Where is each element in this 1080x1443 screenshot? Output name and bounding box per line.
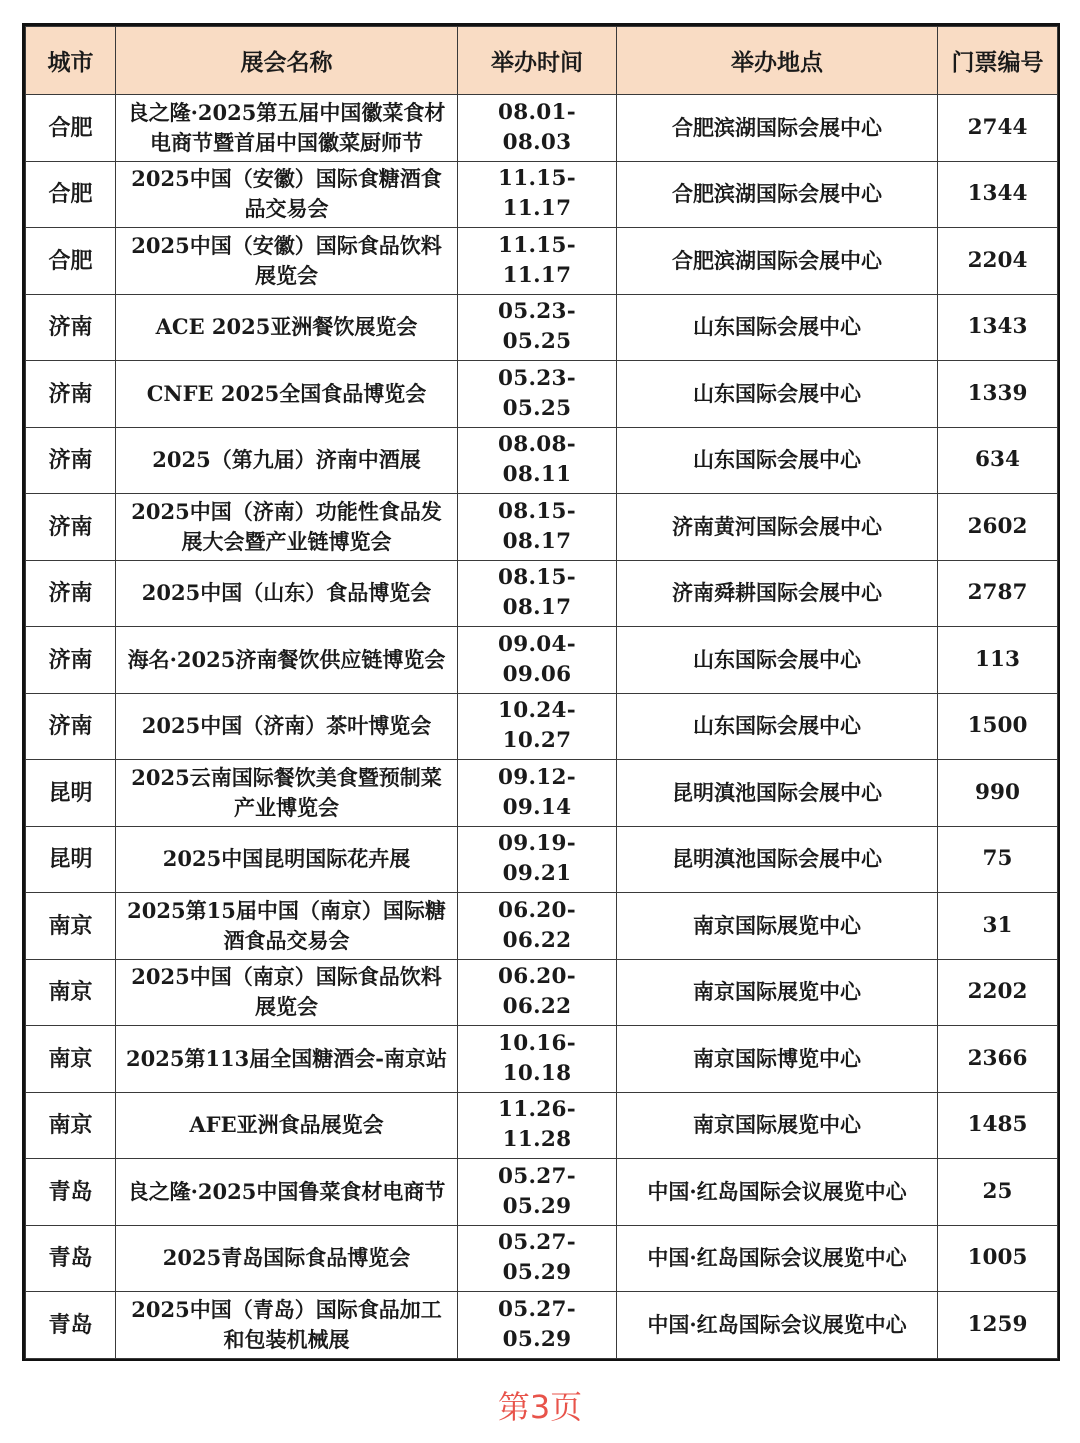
cell-ticket-number: 25 [938,1159,1058,1226]
cell-city: 济南 [26,427,116,494]
cell-ticket-number: 113 [938,627,1058,694]
cell-city: 济南 [26,627,116,694]
cell-city: 济南 [26,361,116,428]
exhibition-table-container [22,23,1060,1361]
table-row [26,959,1058,1026]
cell-exhibition-name: ACE 2025亚洲餐饮展览会 [116,294,458,361]
cell-venue: 南京国际展览中心 [617,959,938,1026]
cell-time: 05.23-05.25 [458,361,617,428]
cell-venue: 合肥滨湖国际会展中心 [617,95,938,162]
cell-exhibition-name: 2025中国（山东）食品博览会 [116,560,458,627]
cell-time: 08.15-08.17 [458,560,617,627]
cell-venue: 合肥滨湖国际会展中心 [617,228,938,295]
cell-city: 南京 [26,893,116,960]
cell-ticket-number: 2602 [938,494,1058,561]
exhibition-table [25,26,1058,1359]
table-row [26,294,1058,361]
cell-city: 济南 [26,294,116,361]
cell-ticket-number: 2744 [938,95,1058,162]
cell-exhibition-name: 2025中国（青岛）国际食品加工和包装机械展 [116,1292,458,1359]
cell-city: 合肥 [26,95,116,162]
cell-ticket-number: 1485 [938,1092,1058,1159]
cell-venue: 南京国际展览中心 [617,1092,938,1159]
cell-ticket-number: 1500 [938,693,1058,760]
table-row [26,1292,1058,1359]
cell-exhibition-name: 2025中国（安徽）国际食品饮料展览会 [116,228,458,295]
cell-time: 09.04-09.06 [458,627,617,694]
cell-time: 05.27-05.29 [458,1225,617,1292]
cell-venue: 中国·红岛国际会议展览中心 [617,1292,938,1359]
cell-time: 05.27-05.29 [458,1159,617,1226]
cell-city: 南京 [26,1092,116,1159]
cell-venue: 山东国际会展中心 [617,427,938,494]
cell-ticket-number: 1344 [938,161,1058,228]
cell-ticket-number: 990 [938,760,1058,827]
cell-city: 合肥 [26,161,116,228]
cell-city: 南京 [26,1026,116,1093]
cell-exhibition-name: 良之隆·2025中国鲁菜食材电商节 [116,1159,458,1226]
cell-ticket-number: 75 [938,826,1058,893]
cell-ticket-number: 634 [938,427,1058,494]
cell-exhibition-name: 2025中国（南京）国际食品饮料展览会 [116,959,458,1026]
cell-time: 10.24-10.27 [458,693,617,760]
cell-city: 济南 [26,494,116,561]
cell-exhibition-name: 2025青岛国际食品博览会 [116,1225,458,1292]
cell-ticket-number: 1339 [938,361,1058,428]
table-row [26,560,1058,627]
table-row [26,361,1058,428]
cell-city: 青岛 [26,1159,116,1226]
cell-time: 09.19-09.21 [458,826,617,893]
cell-time: 09.12-09.14 [458,760,617,827]
cell-city: 南京 [26,959,116,1026]
cell-venue: 山东国际会展中心 [617,693,938,760]
table-row [26,1092,1058,1159]
cell-ticket-number: 2787 [938,560,1058,627]
cell-time: 05.23-05.25 [458,294,617,361]
table-row [26,161,1058,228]
header-time: 举办时间 [458,27,617,95]
table-body [26,95,1058,1359]
table-row [26,427,1058,494]
header-venue: 举办地点 [617,27,938,95]
cell-time: 11.15-11.17 [458,228,617,295]
table-row [26,228,1058,295]
cell-exhibition-name: 2025（第九届）济南中酒展 [116,427,458,494]
cell-venue: 昆明滇池国际会展中心 [617,826,938,893]
cell-exhibition-name: 2025第15届中国（南京）国际糖酒食品交易会 [116,893,458,960]
header-city: 城市 [26,27,116,95]
cell-venue: 山东国际会展中心 [617,361,938,428]
cell-exhibition-name: 2025第113届全国糖酒会-南京站 [116,1026,458,1093]
cell-city: 青岛 [26,1225,116,1292]
cell-time: 05.27-05.29 [458,1292,617,1359]
cell-venue: 山东国际会展中心 [617,294,938,361]
cell-exhibition-name: CNFE 2025全国食品博览会 [116,361,458,428]
cell-venue: 南京国际展览中心 [617,893,938,960]
table-row [26,693,1058,760]
table-row [26,893,1058,960]
cell-time: 08.08-08.11 [458,427,617,494]
table-header-row [26,27,1058,95]
table-row [26,1159,1058,1226]
page-number: 第3页 [497,1388,583,1426]
cell-exhibition-name: 良之隆·2025第五届中国徽菜食材电商节暨首届中国徽菜厨师节 [116,95,458,162]
cell-time: 08.01-08.03 [458,95,617,162]
cell-venue: 济南黄河国际会展中心 [617,494,938,561]
cell-time: 06.20-06.22 [458,959,617,1026]
cell-time: 10.16-10.18 [458,1026,617,1093]
header-exhibition-name: 展会名称 [116,27,458,95]
table-row [26,627,1058,694]
cell-venue: 中国·红岛国际会议展览中心 [617,1159,938,1226]
cell-city: 济南 [26,693,116,760]
cell-time: 08.15-08.17 [458,494,617,561]
cell-exhibition-name: 2025中国（济南）茶叶博览会 [116,693,458,760]
cell-exhibition-name: 海名·2025济南餐饮供应链博览会 [116,627,458,694]
cell-city: 青岛 [26,1292,116,1359]
cell-exhibition-name: 2025中国（安徽）国际食糖酒食品交易会 [116,161,458,228]
cell-exhibition-name: AFE亚洲食品展览会 [116,1092,458,1159]
cell-venue: 昆明滇池国际会展中心 [617,760,938,827]
cell-venue: 南京国际博览中心 [617,1026,938,1093]
cell-time: 11.15-11.17 [458,161,617,228]
cell-venue: 山东国际会展中心 [617,627,938,694]
table-row [26,760,1058,827]
cell-time: 06.20-06.22 [458,893,617,960]
header-ticket-number: 门票编号 [938,27,1058,95]
cell-city: 昆明 [26,826,116,893]
cell-ticket-number: 31 [938,893,1058,960]
cell-exhibition-name: 2025云南国际餐饮美食暨预制菜产业博览会 [116,760,458,827]
table-row [26,95,1058,162]
cell-venue: 济南舜耕国际会展中心 [617,560,938,627]
cell-venue: 中国·红岛国际会议展览中心 [617,1225,938,1292]
table-row [26,1026,1058,1093]
table-row [26,1225,1058,1292]
cell-exhibition-name: 2025中国（济南）功能性食品发展大会暨产业链博览会 [116,494,458,561]
table-row [26,826,1058,893]
cell-ticket-number: 2204 [938,228,1058,295]
cell-city: 济南 [26,560,116,627]
cell-ticket-number: 1343 [938,294,1058,361]
cell-city: 合肥 [26,228,116,295]
cell-city: 昆明 [26,760,116,827]
cell-ticket-number: 1259 [938,1292,1058,1359]
table-row [26,494,1058,561]
cell-exhibition-name: 2025中国昆明国际花卉展 [116,826,458,893]
cell-ticket-number: 2366 [938,1026,1058,1093]
cell-ticket-number: 1005 [938,1225,1058,1292]
cell-venue: 合肥滨湖国际会展中心 [617,161,938,228]
cell-time: 11.26-11.28 [458,1092,617,1159]
cell-ticket-number: 2202 [938,959,1058,1026]
